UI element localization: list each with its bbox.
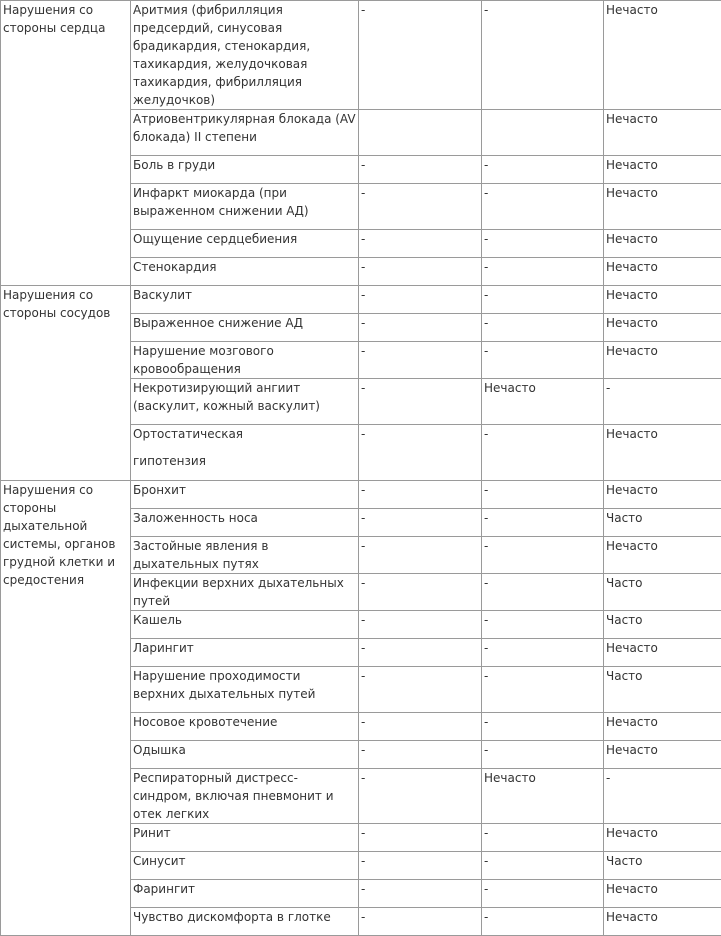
frequency-cell: - (482, 852, 604, 880)
frequency-cell: - (359, 713, 482, 741)
frequency-cell: - (359, 314, 482, 342)
frequency-cell: - (482, 258, 604, 286)
frequency-cell: Нечасто (604, 639, 721, 667)
frequency-cell: - (359, 342, 482, 379)
frequency-cell: - (482, 824, 604, 852)
effect-cell: Выраженное снижение АД (131, 314, 359, 342)
frequency-cell: - (359, 741, 482, 769)
frequency-cell: Нечасто (604, 713, 721, 741)
frequency-cell: Нечасто (604, 824, 721, 852)
frequency-cell: - (482, 342, 604, 379)
frequency-cell: Нечасто (604, 156, 721, 184)
frequency-cell: - (359, 509, 482, 537)
frequency-cell: - (359, 156, 482, 184)
effect-cell: Нарушение проходимости верхних дыхательных путей (131, 667, 359, 713)
frequency-cell: - (482, 908, 604, 936)
frequency-cell: - (482, 639, 604, 667)
frequency-cell: Нечасто (482, 379, 604, 425)
frequency-cell: - (482, 481, 604, 509)
effect-cell: Застойные явления в дыхательных путях (131, 537, 359, 574)
effect-cell: Носовое кровотечение (131, 713, 359, 741)
effect-cell: Чувство дискомфорта в глотке (131, 908, 359, 936)
frequency-cell: - (482, 230, 604, 258)
effect-cell: Ощущение сердцебиения (131, 230, 359, 258)
effect-cell: Стенокардия (131, 258, 359, 286)
effect-cell: Фарингит (131, 880, 359, 908)
frequency-cell: Часто (604, 509, 721, 537)
frequency-cell: - (359, 908, 482, 936)
effect-cell: Ларингит (131, 639, 359, 667)
frequency-cell: - (359, 258, 482, 286)
effect-cell: Заложенность носа (131, 509, 359, 537)
frequency-cell: - (482, 741, 604, 769)
frequency-cell: Нечасто (604, 537, 721, 574)
effect-line: гипотензия (133, 454, 206, 468)
frequency-cell: Нечасто (604, 1, 721, 110)
frequency-cell: Нечасто (604, 342, 721, 379)
frequency-cell: Нечасто (604, 110, 721, 156)
frequency-cell: Нечасто (604, 184, 721, 230)
frequency-cell: - (482, 286, 604, 314)
effect-line: Ортостатическая (133, 427, 243, 441)
frequency-cell: Часто (604, 574, 721, 611)
frequency-cell: - (359, 286, 482, 314)
frequency-cell: Нечасто (604, 908, 721, 936)
frequency-cell: - (482, 184, 604, 230)
frequency-cell: - (482, 156, 604, 184)
frequency-cell: Нечасто (604, 741, 721, 769)
frequency-cell: Часто (604, 667, 721, 713)
frequency-cell: Нечасто (604, 286, 721, 314)
effect-cell: Инфекции верхних дыхательных путей (131, 574, 359, 611)
frequency-cell: - (604, 769, 721, 824)
effect-cell (131, 425, 359, 481)
frequency-cell: - (482, 880, 604, 908)
frequency-cell: - (482, 537, 604, 574)
frequency-cell: Часто (604, 611, 721, 639)
effect-cell: Респираторный дистресс- синдром, включая пневмонит и отек легких (131, 769, 359, 824)
effect-cell: Одышка (131, 741, 359, 769)
frequency-cell: - (359, 667, 482, 713)
frequency-cell: - (359, 184, 482, 230)
frequency-cell: - (482, 314, 604, 342)
effect-cell: Кашель (131, 611, 359, 639)
table-row (1, 286, 721, 314)
frequency-cell: - (482, 1, 604, 110)
frequency-cell: Нечасто (604, 880, 721, 908)
frequency-cell: Нечасто (482, 769, 604, 824)
frequency-cell: - (359, 769, 482, 824)
frequency-cell: - (359, 880, 482, 908)
effect-cell: Нарушение мозгового кровообращения (131, 342, 359, 379)
frequency-cell: - (359, 639, 482, 667)
frequency-cell: Нечасто (604, 230, 721, 258)
effect-cell: Некротизирующий ангиит (васкулит, кожный васкулит) (131, 379, 359, 425)
effect-cell: Атриовентрикулярная блокада (AV блокада) II степени (131, 110, 359, 156)
frequency-cell: Нечасто (604, 314, 721, 342)
frequency-cell: - (359, 824, 482, 852)
frequency-cell: - (604, 379, 721, 425)
frequency-cell: - (482, 574, 604, 611)
frequency-cell: Нечасто (604, 481, 721, 509)
effect-cell: Аритмия (фибрилляция предсердий, синусовая брадикардия, стенокардия, тахикардия, желудочковая тахикардия, фибрилляция желудочков) (131, 1, 359, 110)
frequency-cell: - (359, 230, 482, 258)
frequency-cell: - (359, 425, 482, 481)
group-name-heart: Нарушения со стороны сердца (1, 1, 131, 286)
frequency-cell: - (359, 574, 482, 611)
effect-cell: Бронхит (131, 481, 359, 509)
frequency-cell: Нечасто (604, 425, 721, 481)
effect-cell: Васкулит (131, 286, 359, 314)
effect-cell: Синусит (131, 852, 359, 880)
frequency-cell: - (359, 481, 482, 509)
frequency-cell: - (482, 425, 604, 481)
effect-cell: Инфаркт миокарда (при выраженном снижении АД) (131, 184, 359, 230)
effect-cell: Ринит (131, 824, 359, 852)
frequency-cell: - (359, 852, 482, 880)
frequency-cell: - (359, 537, 482, 574)
effect-cell: Боль в груди (131, 156, 359, 184)
frequency-cell: - (359, 1, 482, 110)
frequency-cell (359, 110, 482, 156)
group-name-respiratory: Нарушения со стороны дыхательной системы, органов грудной клетки и средостения (1, 481, 131, 936)
frequency-cell: - (359, 379, 482, 425)
frequency-cell: - (482, 509, 604, 537)
frequency-cell: - (482, 611, 604, 639)
group-name-vessels: Нарушения со стороны сосудов (1, 286, 131, 481)
frequency-cell: - (482, 667, 604, 713)
frequency-cell (482, 110, 604, 156)
frequency-cell: Нечасто (604, 258, 721, 286)
frequency-cell: - (482, 713, 604, 741)
frequency-cell: - (359, 611, 482, 639)
table-row (1, 481, 721, 509)
table-row (1, 1, 721, 110)
frequency-cell: Часто (604, 852, 721, 880)
